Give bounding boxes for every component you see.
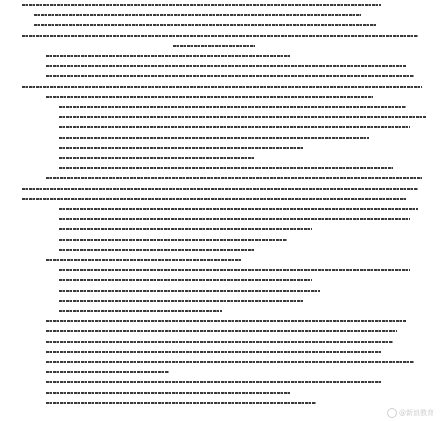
text-line-ink bbox=[59, 218, 410, 220]
text-line bbox=[59, 114, 426, 120]
text-line-ink bbox=[46, 75, 413, 77]
text-line bbox=[59, 145, 304, 151]
text-line-ink bbox=[59, 228, 312, 230]
text-line-ink bbox=[22, 198, 406, 200]
text-line-ink bbox=[46, 65, 405, 67]
text-line-ink bbox=[46, 259, 242, 261]
text-line-ink bbox=[59, 137, 369, 139]
text-line-ink bbox=[46, 320, 405, 322]
text-line bbox=[59, 237, 287, 243]
text-line-ink bbox=[59, 167, 394, 169]
text-line bbox=[59, 226, 312, 232]
text-line bbox=[46, 175, 421, 181]
text-line-ink bbox=[22, 35, 418, 37]
text-line bbox=[46, 94, 372, 100]
text-line bbox=[46, 318, 405, 324]
text-line-ink bbox=[46, 371, 168, 373]
text-line bbox=[59, 267, 410, 273]
text-line bbox=[22, 196, 406, 202]
text-line bbox=[46, 400, 315, 406]
text-line bbox=[46, 349, 381, 355]
text-line bbox=[34, 12, 360, 18]
text-line bbox=[46, 390, 291, 396]
text-line-ink bbox=[34, 24, 377, 26]
text-line-ink bbox=[59, 106, 406, 108]
text-line bbox=[22, 84, 422, 90]
text-line-ink bbox=[173, 45, 255, 47]
text-line-ink bbox=[46, 381, 381, 383]
text-line-ink bbox=[59, 269, 410, 271]
text-line-ink bbox=[59, 279, 312, 281]
text-line bbox=[59, 155, 255, 161]
text-line bbox=[46, 73, 413, 79]
text-line-ink bbox=[46, 55, 291, 57]
text-line bbox=[46, 257, 242, 263]
weibo-logo-icon bbox=[387, 408, 397, 418]
text-line-ink bbox=[46, 402, 315, 404]
text-line bbox=[59, 206, 418, 212]
text-line bbox=[59, 135, 369, 141]
watermark-text: @新浪教育 bbox=[399, 409, 434, 417]
text-line bbox=[59, 104, 406, 110]
text-line bbox=[59, 165, 394, 171]
text-line-ink bbox=[46, 341, 393, 343]
text-line-ink bbox=[46, 361, 413, 363]
text-line bbox=[173, 43, 255, 49]
text-line bbox=[59, 124, 410, 130]
text-line bbox=[46, 63, 405, 69]
text-line-ink bbox=[59, 239, 287, 241]
text-line-ink bbox=[59, 147, 304, 149]
text-line bbox=[46, 379, 381, 385]
text-line bbox=[59, 288, 320, 294]
text-line-ink bbox=[34, 14, 360, 16]
text-line bbox=[46, 53, 291, 59]
text-line-ink bbox=[59, 116, 426, 118]
text-line bbox=[59, 298, 304, 304]
text-line bbox=[59, 216, 410, 222]
text-line bbox=[22, 33, 418, 39]
text-line-ink bbox=[46, 96, 372, 98]
text-line bbox=[46, 369, 168, 375]
text-line-ink bbox=[59, 310, 222, 312]
text-line bbox=[59, 247, 255, 253]
watermark bbox=[387, 408, 434, 418]
text-line bbox=[34, 22, 377, 28]
text-line bbox=[59, 277, 312, 283]
text-line-ink bbox=[59, 300, 304, 302]
text-line bbox=[22, 2, 381, 8]
text-line-ink bbox=[46, 177, 421, 179]
text-line-ink bbox=[46, 330, 397, 332]
text-line-ink bbox=[46, 351, 381, 353]
text-line bbox=[59, 308, 222, 314]
text-line-ink bbox=[22, 4, 381, 6]
text-line-ink bbox=[22, 188, 418, 190]
text-line bbox=[46, 359, 413, 365]
text-line-ink bbox=[22, 86, 422, 88]
text-line-ink bbox=[59, 249, 255, 251]
text-line bbox=[46, 328, 397, 334]
text-line bbox=[22, 186, 418, 192]
text-line-ink bbox=[59, 208, 418, 210]
text-line-ink bbox=[59, 157, 255, 159]
text-line-ink bbox=[46, 392, 291, 394]
text-line-ink bbox=[59, 126, 410, 128]
text-line-ink bbox=[59, 290, 320, 292]
text-line bbox=[46, 339, 393, 345]
